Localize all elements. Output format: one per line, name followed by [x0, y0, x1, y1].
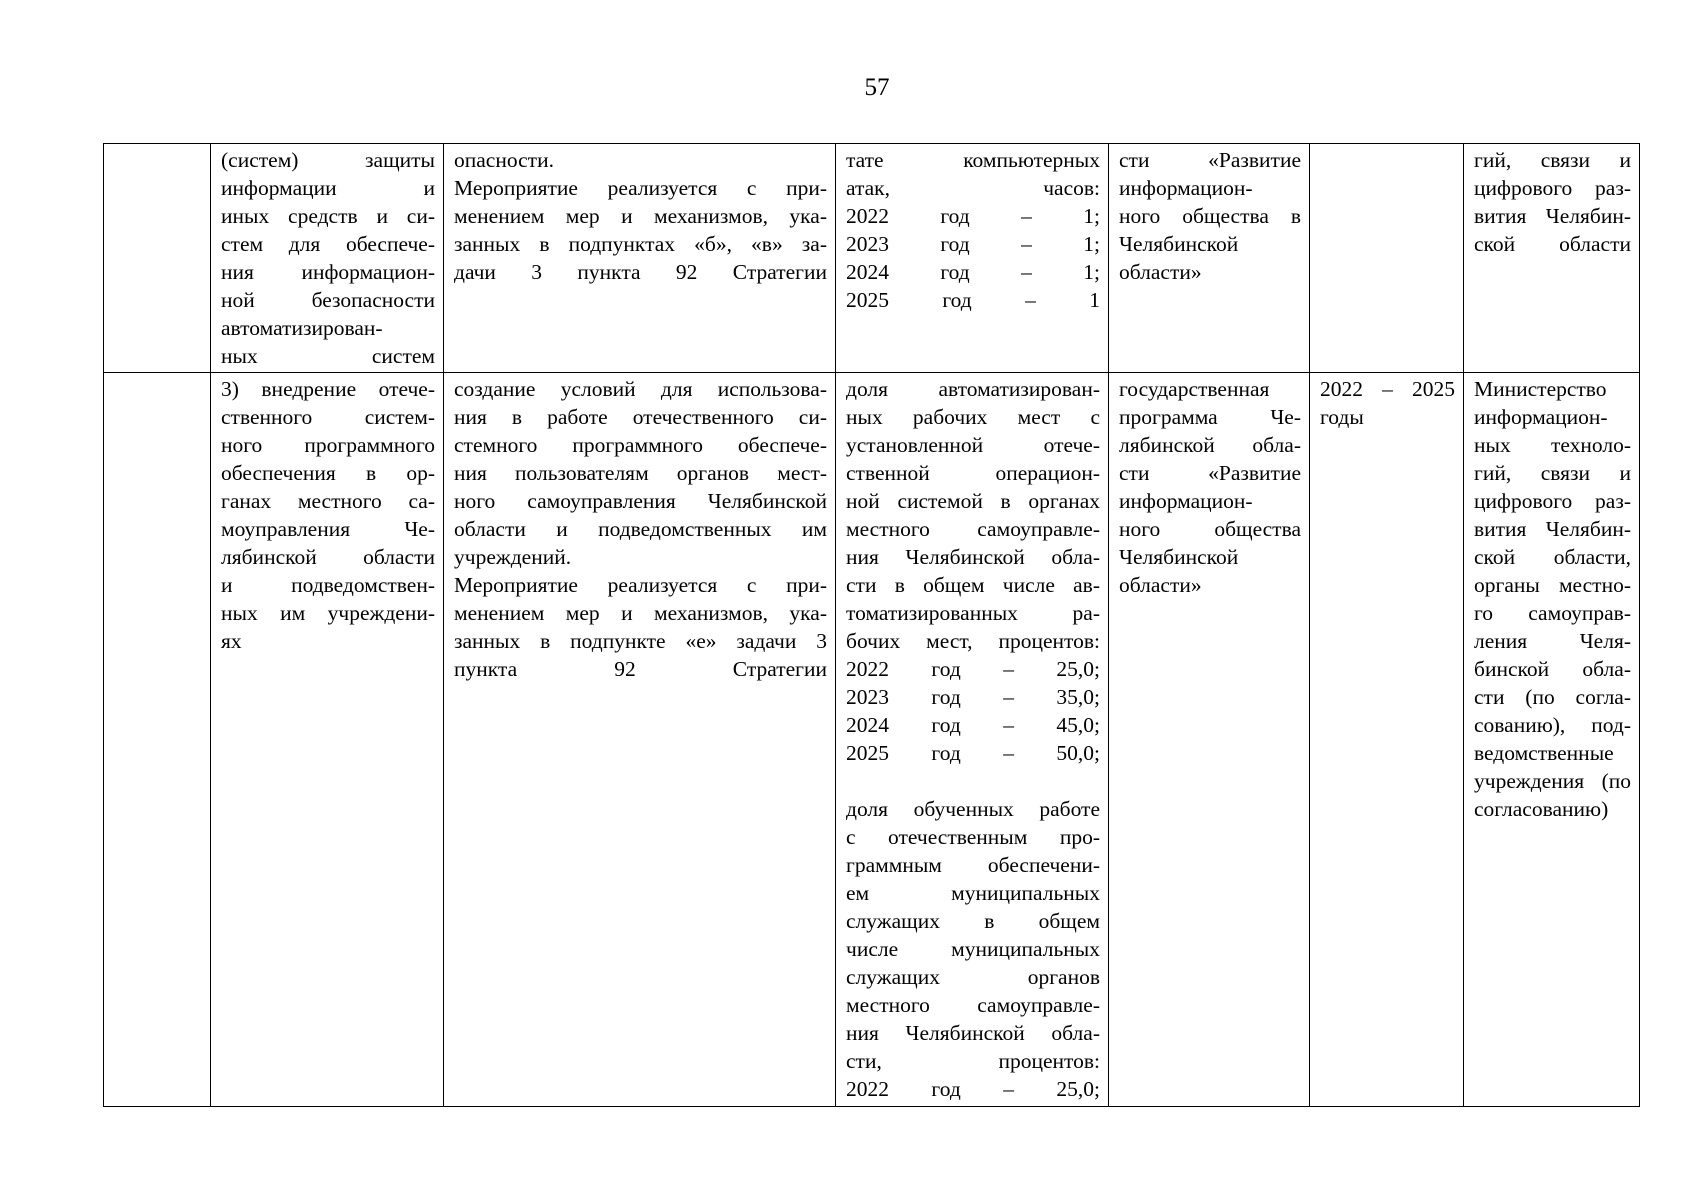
- indicator-extra-text: доля обученных работе с отечественным про- граммным обеспечени- ем муниципальных служащих в общем числе муниципальных служащих органов местного самоуправле- ния Челябинской обла- сти, процентов: 2022 год – 25,0;: [846, 797, 1100, 1101]
- description-cell: [444, 144, 836, 373]
- measures-table: [103, 143, 1640, 1107]
- period-text: 2022 – 2025 годы: [1320, 377, 1455, 429]
- measure-cell: [211, 373, 444, 1107]
- table-row: [104, 373, 1640, 1107]
- measure-cell: [211, 144, 444, 373]
- program-cell: [1109, 373, 1310, 1107]
- period-cell: [1310, 373, 1464, 1107]
- program-text: сти «Развитие информацион- ного общества в Челябинской области»: [1119, 148, 1301, 284]
- row-index-cell: [104, 144, 211, 373]
- responsible-cell: [1464, 373, 1640, 1107]
- description-cell: [444, 373, 836, 1107]
- program-text: государственная программа Че- лябинской обла- сти «Развитие информацион- ного общества Челябинской области»: [1119, 377, 1301, 597]
- program-cell: [1109, 144, 1310, 373]
- responsible-cell: [1464, 144, 1640, 373]
- indicator-spacer: [846, 767, 1100, 795]
- table-row: [104, 144, 1640, 373]
- responsible-text: Министерство информацион- ных техноло- гий, связи и цифрового раз- вития Челябин- ской области, органы местно- го самоуправ- ления Челя- бинской обла- сти (по согла- сованию), под- ведомственные учреждения (по согласованию): [1474, 377, 1631, 821]
- description-text: создание условий для использова- ния в работе отечественного си- стемного программного обеспече- ния пользователям органов мест- ного самоуправления Челябинской области и подведомственных им учреждений. Мероприятие реализуется с при- менением мер и механизмов, ука- занных в подпункте «е» задачи 3 пункта 92 Стратегии: [454, 377, 827, 681]
- indicator-text: тате компьютерных атак, часов: 2022 год – 1; 2023 год – 1; 2024 год – 1; 2025 год – 1: [846, 148, 1100, 312]
- period-cell: [1310, 144, 1464, 373]
- page-number: 57: [864, 74, 890, 101]
- responsible-text: гий, связи и цифрового раз- вития Челябин- ской области: [1474, 148, 1631, 256]
- indicator-cell: [836, 144, 1109, 373]
- measure-text: 3) внедрение отече- ственного систем- ного программного обеспечения в ор- ганах местного са- моуправления Че- лябинской области и подведомствен- ных им учреждени- ях: [221, 377, 435, 653]
- description-text: опасности. Мероприятие реализуется с при- менением мер и механизмов, ука- занных в подпунктах «б», «в» за- дачи 3 пункта 92 Стратегии: [454, 148, 827, 284]
- indicator-cell: [836, 373, 1109, 1107]
- measure-text: (систем) защиты информации и иных средств и си- стем для обеспече- ния информацион- ной безопасности автоматизирован- ных систем: [221, 148, 435, 368]
- indicator-text: доля автоматизирован- ных рабочих мест с установленной отече- ственной операцион- ной системой в органах местного самоуправле- ния Челябинской обла- сти в общем числе ав- томатизированных ра- бочих мест, процентов: 2022 год – 25,0; 2023 год – 35,0; 2024 год – 45,0; 2025 год – 50,0;: [846, 377, 1100, 765]
- row-index-cell: [104, 373, 211, 1107]
